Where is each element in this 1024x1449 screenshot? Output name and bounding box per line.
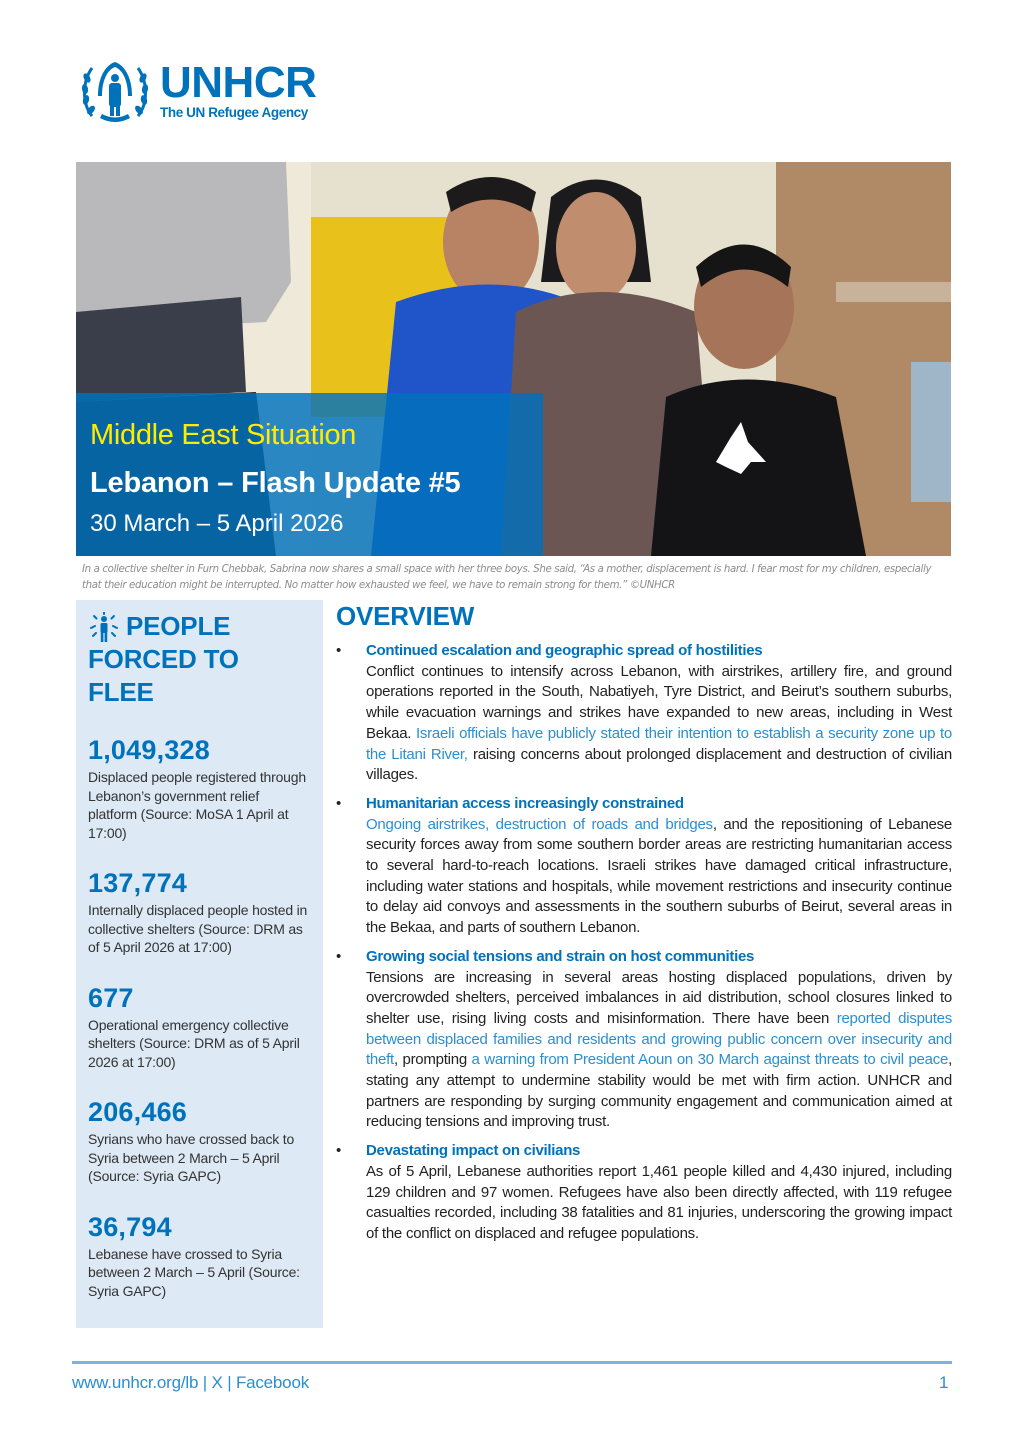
- stat-item: [88, 1097, 311, 1186]
- bullet-heading: • Growing social tensions and strain on host communities: [366, 947, 755, 965]
- overview-bullet: [336, 641, 952, 786]
- stat-description: Lebanese have crossed to Syria between 2 March – 5 April (Source: Syria GAPC): [88, 1245, 300, 1299]
- hero-title: Lebanon – Flash Update #5: [90, 467, 461, 499]
- people-fleeing-icon: [88, 612, 120, 644]
- body-text: Conflict continues to intensify across Lebanon, with airstrikes, artillery fire, and ground operations reported in the South, Nabatiyeh, Tyre District, and Beirut’s southern suburbs, while evacuation warnings and strikes have expanded to new areas, including in West Bekaa.: [366, 662, 952, 742]
- bullet-heading: • Devastating impact on civilians: [366, 1142, 581, 1160]
- hero-kicker: Middle East Situation: [90, 419, 357, 451]
- unhcr-emblem-icon: [78, 56, 152, 126]
- hero-date-range: 30 March – 5 April 2026: [90, 510, 344, 537]
- body-text: Tensions are increasing in several areas hosting displaced populations, driven by overcrowded shelters, perceived imbalances in aid distribution, school closures linked to shelter use, rising living costs and misinformation. There have been: [366, 968, 952, 1027]
- bullet-body: [366, 662, 952, 786]
- footer-divider: [72, 1361, 952, 1364]
- inline-link[interactable]: Ongoing airstrikes, destruction of roads and bridges: [366, 815, 713, 833]
- bullet-body: [366, 1162, 952, 1245]
- overview-section: [336, 600, 952, 1253]
- body-text: , prompting: [393, 1051, 472, 1069]
- bullet-heading: • Humanitarian access increasingly constrained: [366, 794, 684, 812]
- body-text: , stating any attempt to undermine stability would be met with firm action. UNHCR and partners are responding by surging community engagement and communication aimed at reducing tensions and improving trust.: [366, 1051, 952, 1131]
- key-figures-sidebar: [76, 600, 323, 1328]
- hero-photo: [76, 162, 951, 556]
- stat-item: [88, 868, 311, 957]
- photo-caption: In a collective shelter in Furn Chebbak, Sabrina now shares a small space with her three boys. She said, “As a mother, displacement is hard. I fear most for my children, especially that their education might be interrupted. No matter how exhausted we feel, we have to remain strong for them.” ©UNHCR: [82, 564, 932, 591]
- bullet-body: [366, 968, 952, 1134]
- bullet-heading: • Continued escalation and geographic spread of hostilities: [366, 642, 763, 659]
- stat-value: 1,049,328: [88, 735, 210, 765]
- stat-description: Displaced people registered through Lebanon’s government relief platform (Source: MoSA 1 April at 17:00): [88, 769, 306, 841]
- sidebar-title-line1: PEOPLE: [126, 611, 231, 641]
- stat-value: 137,774: [88, 868, 187, 898]
- page-number: 1: [939, 1373, 949, 1392]
- body-text: raising concerns about prolonged displacement and destruction of civilian villages.: [366, 745, 952, 784]
- sidebar-title: [120, 610, 230, 643]
- body-text: As of 5 April, Lebanese authorities report 1,461 people killed and 4,430 injured, including 129 children and 97 women. Refugees have also been directly affected, with 119 refugee casualties recorded, including 38 fatalities and 81 injuries, underscoring the growing impact of the conflict on displaced and refugee populations.: [366, 1162, 952, 1242]
- sidebar-title-line2: FORCED TO FLEE: [88, 644, 239, 707]
- footer-link-facebook[interactable]: Facebook: [235, 1373, 309, 1392]
- stat-item: [88, 735, 311, 842]
- stat-item: [88, 1212, 311, 1301]
- stat-description: Internally displaced people hosted in collective shelters (Source: DRM as of 5 April 2026 at 17:00): [88, 902, 308, 955]
- footer-link-x[interactable]: X: [211, 1373, 223, 1392]
- bullet-body: [366, 815, 952, 939]
- stat-description: Operational emergency collective shelters (Source: DRM as of 5 April 2026 at 17:00): [88, 1016, 300, 1070]
- footer-link-website[interactable]: www.unhcr.org/lb: [72, 1373, 199, 1392]
- stat-value: 36,794: [88, 1211, 172, 1242]
- footer-links: [72, 1373, 309, 1393]
- sidebar-heading: [88, 610, 311, 644]
- inline-link[interactable]: reported disputes between displaced families and residents and growing public concern over insecurity and theft: [366, 1009, 953, 1069]
- stat-item: [88, 983, 311, 1072]
- overview-title: OVERVIEW: [336, 601, 475, 631]
- logo-name: UNHCR: [160, 57, 317, 107]
- footer-separator: |: [222, 1373, 236, 1392]
- stat-value: 677: [88, 982, 134, 1013]
- footer-separator: |: [198, 1373, 212, 1392]
- overview-bullet: [336, 947, 952, 1133]
- body-text: , and the repositioning of Lebanese security forces away from some southern border areas are restricting humanitarian access to several hard-to-reach locations. Israeli strikes have damaged critical infrastructure, including water stations and hospitals, while movement restrictions and insecurity continue to delay aid convoys and assessments in the southern suburbs of Beirut, several areas in the Bekaa, and parts of southern Lebanon.: [366, 815, 952, 937]
- unhcr-logo: [78, 56, 316, 126]
- overview-bullet: [336, 1141, 952, 1245]
- stat-value: 206,466: [88, 1097, 187, 1127]
- inline-link[interactable]: Israeli officials have publicly stated their intention to establish a security zone up to the Litani River,: [366, 724, 952, 763]
- inline-link[interactable]: a warning from President Aoun on 30 March against threats to civil peace: [471, 1051, 949, 1069]
- stat-description: Syrians who have crossed back to Syria between 2 March – 5 April (Source: Syria GAPC): [88, 1131, 295, 1184]
- overview-bullets: [336, 641, 952, 1245]
- logo-tagline: The UN Refugee Agency: [160, 104, 308, 120]
- hero-title-panel: [76, 393, 543, 556]
- overview-bullet: [336, 794, 952, 939]
